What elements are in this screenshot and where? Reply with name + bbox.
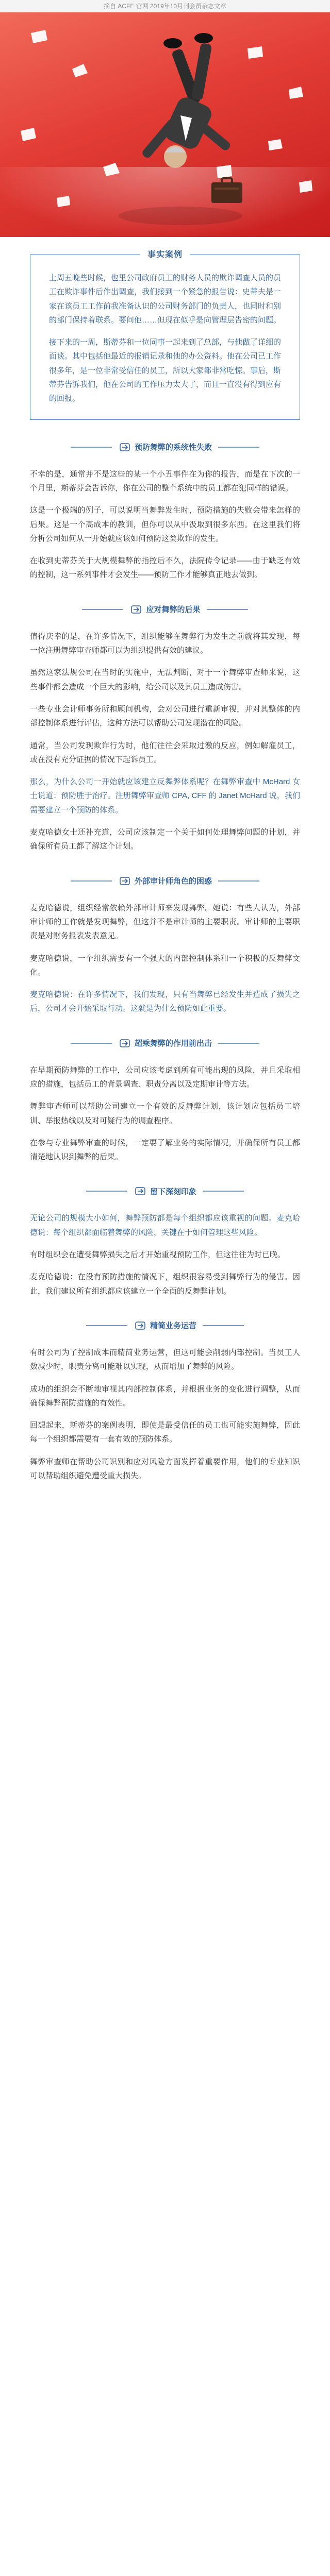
body-paragraph: 回想起来，斯蒂芬的案例表明，即使是最受信任的员工也可能实施舞弊，因此每一个组织都需要有一套有效的预防体系。 [30,1421,300,1444]
body-paragraph: 虽然这家法规公司在当时的实施中，无法判断，对于一个舞弊审查师来说，这些事件都会造成一个巨大的影响，给公司以及其员工造成伤害。 [30,668,300,691]
pointing-hand-icon [134,1319,147,1332]
body-paragraph: 麦克哈德女士还补充道，公司应该制定一个关于如何处理舞弊问题的计划，并确保所有员工都了解这个计划。 [30,828,300,851]
quote-paragraph: 那么，为什么公司一开始就应该建立反舞弊体系呢？在舞弊审查中 McHard 女士说道：预防胜于治疗。注册舞弊审查师 CPA, CFF 的 Janet McHard 说，我们需要建立一个预防的体系。 [30,777,300,815]
section-header [18,440,312,454]
body-paragraph: 舞弊审查师可以帮助公司建立一个有效的反舞弊计划，该计划应包括员工培训、举报热线以及对可疑行为的调查程序。 [30,1102,300,1125]
intro-title: 事实案例 [140,248,190,260]
body-paragraph: 舞弊审查师在帮助公司识别和应对风险方面发挥着重要作用，他们的专业知识可以帮助组织避免遭受重大损失。 [30,1457,300,1481]
body-paragraph: 在参与专业舞弊审查的时候，一定要了解业务的实际情况，并确保所有员工都清楚地认识到舞弊的后果。 [30,1138,300,1162]
intro-paragraph: 上周五晚些时候，也里公司政府员工的财务人员的欺诈调查人员的员工在欺诈事件后作出调查，我们接到一个紧急的报告说：史蒂夫是一家在该员工工作前我准备认识的公司财务部门的负责人，也同时和别的部门保持着联系。要问他……但现在似乎是向管理层告密的问题。 [49,274,282,325]
body-paragraph: 在收到史蒂芬关于大规模舞弊的指控后不久，法院传令记录——由于缺乏有效的控制，这一系列事件才会发生——预防工作才能够真正地去做到。 [30,556,300,580]
pointing-hand-icon [118,874,131,888]
body-paragraph: 通常，当公司发现欺诈行为时，他们往往会采取过激的反应，例如解雇员工，或在没有充分证据的情况下起诉员工。 [30,741,300,764]
section-title: 外部审计师角色的困惑 [134,877,212,886]
body-paragraph: 麦克哈德说，一个组织需要有一个强大的内部控制体系和一个积极的反舞弊文化。 [30,954,300,977]
body-paragraph: 麦克哈德说：在没有预防措施的情况下，组织很容易受到舞弊行为的侵害。因此，我们建议所有组织都应该建立一个全面的反舞弊计划。 [30,1273,300,1296]
quote-paragraph: 麦克哈德说：在许多情况下，我们发现，只有当舞弊已经发生并造成了损失之后，公司才会开始采取行动。这就是为什么预防如此重要。 [30,990,300,1013]
body-paragraph: 有时组织会在遭受舞弊损失之后才开始重视预防工作，但这往往为时已晚。 [30,1250,286,1260]
pointing-hand-icon [134,1184,147,1198]
body-paragraph: 值得庆幸的是，在许多情况下，组织能够在舞弊行为发生之前就将其发现，每一位注册舞弊审查师都可以为组织提供有效的建议。 [30,632,300,655]
section-header [18,1037,312,1050]
section-header [18,1184,312,1198]
section-header [18,603,312,616]
body-paragraph: 这是一个极端的例子，可以说明当舞弊发生时，预防措施的失败会带来怎样的后果。这是一个高成本的教训，但你可以从中汲取到很多东西。在这里我们将分析公司如何从一开始就应该如何预防这类欺诈的发生。 [30,506,300,543]
body-paragraph: 成功的组织会不断地审视其内部控制体系，并根据业务的变化进行调整，从而确保舞弊预防措施的有效性。 [30,1384,300,1408]
intro-box [30,250,300,420]
quote-paragraph: 无论公司的规模大小如何，舞弊预防都是每个组织都应该重视的问题。麦克哈德说：每个组织都面临着舞弊的风险，关键在于如何管理这些风险。 [30,1214,300,1237]
section-title: 超乘舞弊的作用前出击 [134,1039,212,1048]
section-title: 精简业务运营 [150,1321,196,1331]
body-paragraph: 麦克哈德说，组织经常依赖外部审计师来发现舞弊。她说：有些人认为，外部审计师的工作就是发现舞弊，但这并不是审计师的主要职责。审计师的主要职责是对财务报表发表意见。 [30,903,300,941]
body-paragraph: 一些专业会计师事务所和顾问机构，会对公司进行重新审视，并对其整体的内部控制体系进行评估，这种方法可以帮助公司发现潜在的风险。 [30,704,300,728]
source-caption: 摘自 ACFE 官网 2019年10月刊会员杂志文章 [0,0,330,12]
section-title: 预防舞弊的系统性失败 [134,443,212,452]
body-paragraph: 在早期预防舞弊的工作中，公司应该考虑到所有可能出现的风险，并且采取相应的措施，包括员工的背景调查、职责分离以及定期审计等方法。 [30,1065,300,1089]
body-paragraph: 不幸的是，通常并不是这些的某一个小丑事件在为你的报告，而是在下次的一个月里，斯蒂芬会告诉你，你在公司的整个系统中的员工都在犯同样的错误。 [30,469,300,493]
pointing-hand-icon [118,1037,131,1050]
pointing-hand-icon [129,603,143,616]
hero-illustration [0,12,330,237]
intro-paragraph: 接下来的一周，斯蒂芬和一位同事一起来到了总部，与他做了详细的面谈。其中包括他最近的报销记录和他的办公资料。他在公司已工作很多年，是一位非常受信任的员工，所以大家都非常吃惊。事后，斯蒂芬告诉我们，他在公司的工作压力太大了，而且一直没有得到应有的回报。 [49,338,282,403]
pointing-hand-icon [118,440,131,454]
body-paragraph: 有时公司为了控制成本而精简业务运营，但这可能会削弱内部控制。当员工人数减少时，职责分离可能难以实现，从而增加了舞弊的风险。 [30,1348,300,1371]
section-title: 应对舞弊的后果 [146,605,201,615]
section-header [18,874,312,888]
section-title: 留下深刻印象 [150,1187,196,1196]
section-header [18,1319,312,1332]
falling-man-illustration [0,12,330,237]
